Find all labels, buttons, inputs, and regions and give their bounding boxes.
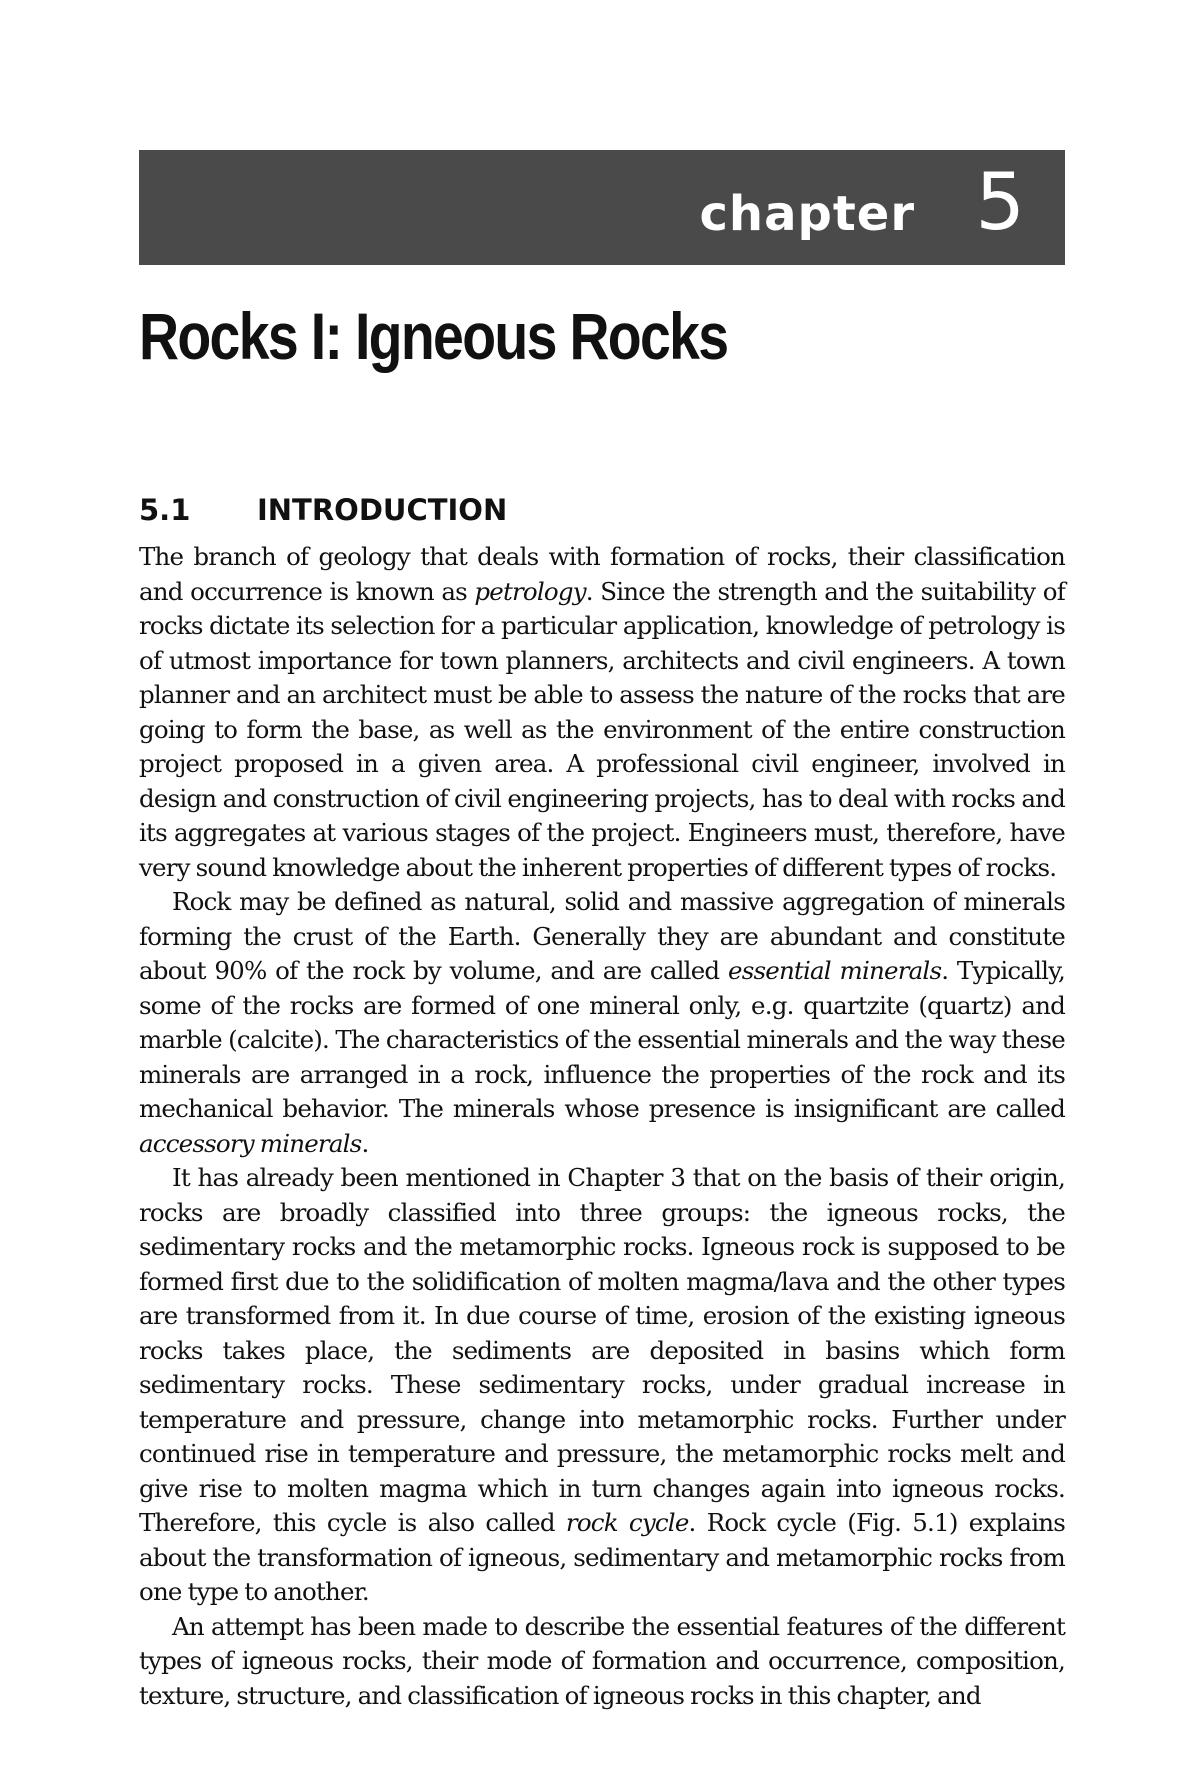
italic-term: petrology (474, 576, 586, 606)
chapter-title: Rocks I: Igneous Rocks (139, 299, 728, 373)
section-number: 5.1 (139, 493, 191, 527)
body-text (139, 540, 1065, 1713)
paragraph-text: . Since the strength and the suitability of rocks dictate its selection for a particular application, knowledge of petrology is of utmost importance for town planners, architects and civil engineers. A town planner and an architect must be able to assess the nature of the rocks that are going to form the base, as well as the environment of the entire construction project proposed in a given area. A professional civil engineer, involved in design and construction of civil engineering projects, has to deal with rocks and its aggregates at various stages of the project. Engineers must, therefore, have very sound knowledge about the inherent properties of different types of rocks. (139, 576, 1065, 882)
paragraph-3 (139, 1161, 1065, 1610)
italic-term: rock cycle (565, 1508, 689, 1537)
italic-term: accessory minerals (139, 1128, 362, 1158)
paragraph-text: It has already been mentioned in Chapter 3 that on the basis of their origin, rocks are broadly classified into three groups: the igneous rocks, the sedimentary rocks and the metamorphic rocks. Igneous rock is supposed to be formed first due to the solidification of molten magma/lava and the other types are transformed from it. In due course of time, erosion of the existing igneous rocks takes place, the sediments are deposited in basins which form sedimentary rocks. These sedimentary rocks, under gradual increase in temperature and pressure, change into metamorphic rocks. Further under continued rise in temperature and pressure, the metamorphic rocks melt and give rise to molten magma which in turn changes again into igneous rocks. Therefore, this cycle is also called (139, 1163, 1065, 1537)
paragraph-text: . (361, 1128, 369, 1158)
paragraph-text: An attempt has been made to describe the essential features of the different types of igneous rocks, their mode of formation and occurrence, composition, texture, structure, and classification of igneous rocks in this chapter, and (139, 1611, 1065, 1710)
chapter-label: chapter (699, 186, 915, 242)
paragraph-1 (139, 540, 1065, 885)
chapter-banner (139, 150, 1065, 265)
italic-term: essential minerals (728, 956, 942, 985)
paragraph-text: . Rock cycle (Fig. 5.1) explains about the transformation of igneous, sedimentary and metamorphic rocks from one type to another. (139, 1508, 1065, 1606)
paragraph-2 (139, 885, 1065, 1161)
section-heading (139, 492, 507, 528)
chapter-number: 5 (975, 158, 1025, 248)
paragraph-text: . Typically, some of the rocks are formed of one mineral only, e.g. quartzite (quartz) and marble (calcite). The characteristics of the essential minerals and the way these minerals are arranged in a rock, influence the properties of the rock and its mechanical behavior. The minerals whose presence is insignificant are called (139, 956, 1065, 1123)
section-title: INTRODUCTION (257, 493, 508, 527)
paragraph-4 (139, 1610, 1065, 1714)
paragraph-text: The branch of geology that deals with formation of rocks, their classification and occurrence is known as (139, 542, 1065, 606)
paragraph-text: Rock may be defined as natural, solid and massive aggregation of minerals forming the crust of the Earth. Generally they are abundant and constitute about 90% of the rock by volume, and are called (139, 887, 1065, 985)
